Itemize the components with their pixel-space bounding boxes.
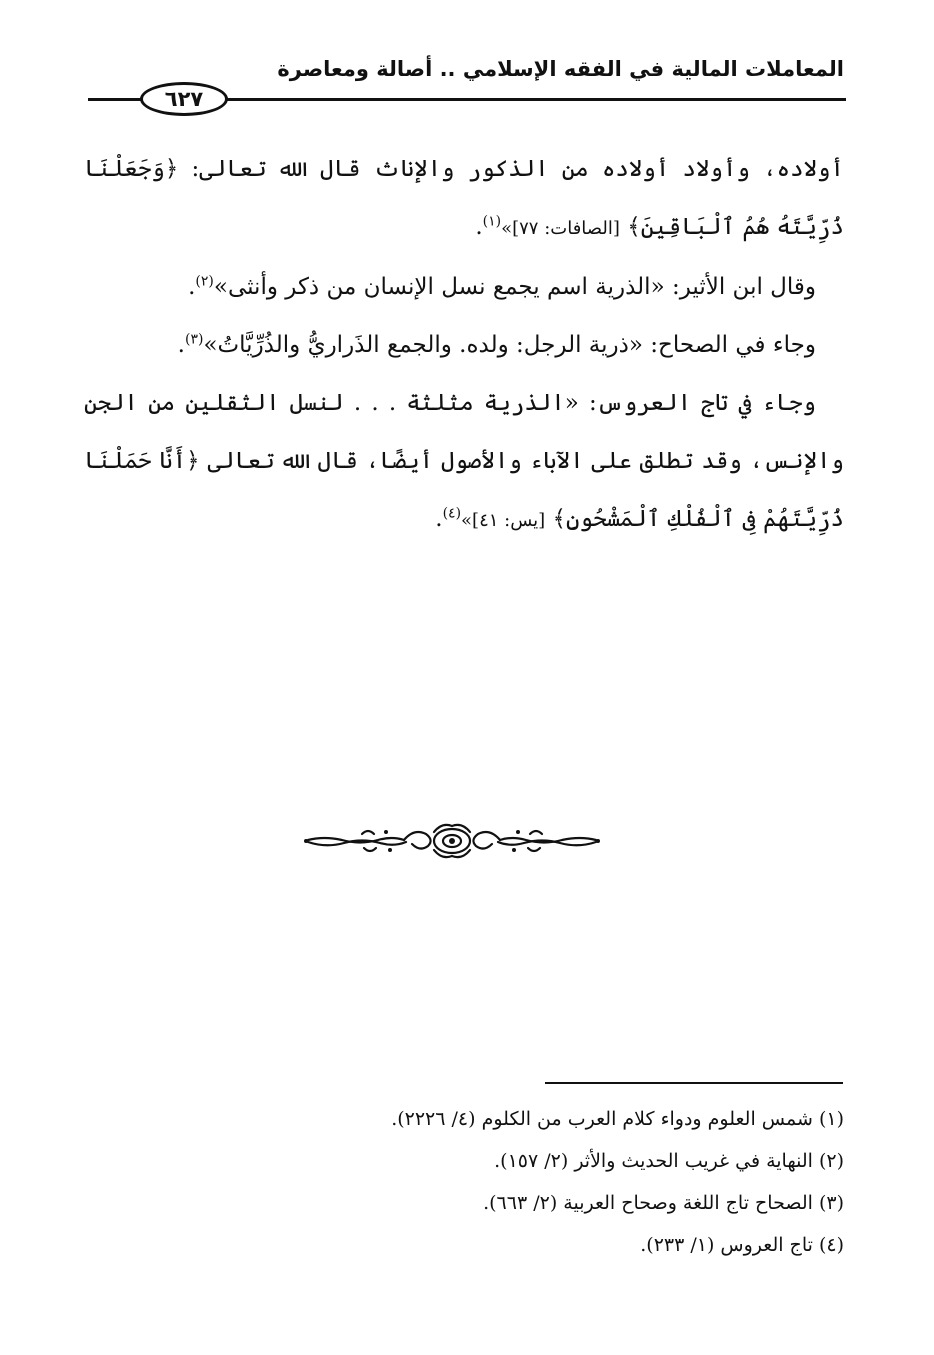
paragraph-3-text: وجاء في الصحاح: «ذرية الرجل: ولده. والجمع الذَراريُّ والذُرِّيَّاتُ» xyxy=(203,332,816,358)
paragraph-4-text: وجاء في تاج العروس: «الذرية مثلثة . . . لنسل الثقلين من الجن والإنس، وقد تطلق على الآباء والأصول أيضًا، قال الله تعالى ﴿أَنَّا حَمَلْنَا ذُرِّيَّتَهُمْ فِى ٱلْفُلْكِ ٱلْمَشْحُونِ﴾ xyxy=(84,390,844,532)
paragraph-4-end: . xyxy=(435,506,443,532)
footnote-marker-3: (٣) xyxy=(184,331,204,348)
footnote-2: (٢) النهاية في غريب الحديث والأثر (٢/ ١٥٧). xyxy=(494,1150,844,1172)
paragraph-1-text: أولاده، وأولاد أولاده من الذكور والإناث قال الله تعالى: ﴿وَجَعَلْنَا ذُرِّيَّتَهُ هُمُ ٱلْبَاقِينَ﴾ xyxy=(84,156,844,240)
running-title: المعاملات المالية في الفقه الإسلامي .. أصالة ومعاصرة xyxy=(277,57,844,81)
paragraph-1 xyxy=(84,140,844,258)
decorative-divider-ornament xyxy=(304,818,600,864)
footnotes xyxy=(244,1098,844,1266)
footnote-separator xyxy=(545,1082,843,1084)
page-number: ٦٢٧ xyxy=(140,82,228,116)
footnote-4: (٤) تاج العروس (١/ ٢٣٣). xyxy=(640,1234,844,1256)
paragraph-1-end: . xyxy=(475,214,483,240)
quran-reference-2: [يس: ٤١]» xyxy=(461,510,546,531)
paragraph-2-end: . xyxy=(188,274,196,300)
paragraph-3 xyxy=(84,316,844,374)
body-text xyxy=(84,140,844,550)
footnote-marker-1: (١) xyxy=(482,213,502,230)
footnote-marker-2: (٢) xyxy=(195,273,214,290)
quran-reference-1: [الصافات: ٧٧]» xyxy=(501,218,620,239)
footnote-marker-4: (٤) xyxy=(442,505,462,522)
footnote-3: (٣) الصحاح تاج اللغة وصحاح العربية (٢/ ٦٦٣). xyxy=(483,1192,844,1214)
paragraph-3-end: . xyxy=(177,332,185,358)
paragraph-4 xyxy=(84,374,844,550)
paragraph-2-text: وقال ابن الأثير: «الذرية اسم يجمع نسل الإنسان من ذكر وأنثى» xyxy=(213,274,816,300)
paragraph-2 xyxy=(84,258,844,316)
footnote-1: (١) شمس العلوم ودواء كلام العرب من الكلوم (٤/ ٢٢٢٦). xyxy=(391,1108,844,1130)
